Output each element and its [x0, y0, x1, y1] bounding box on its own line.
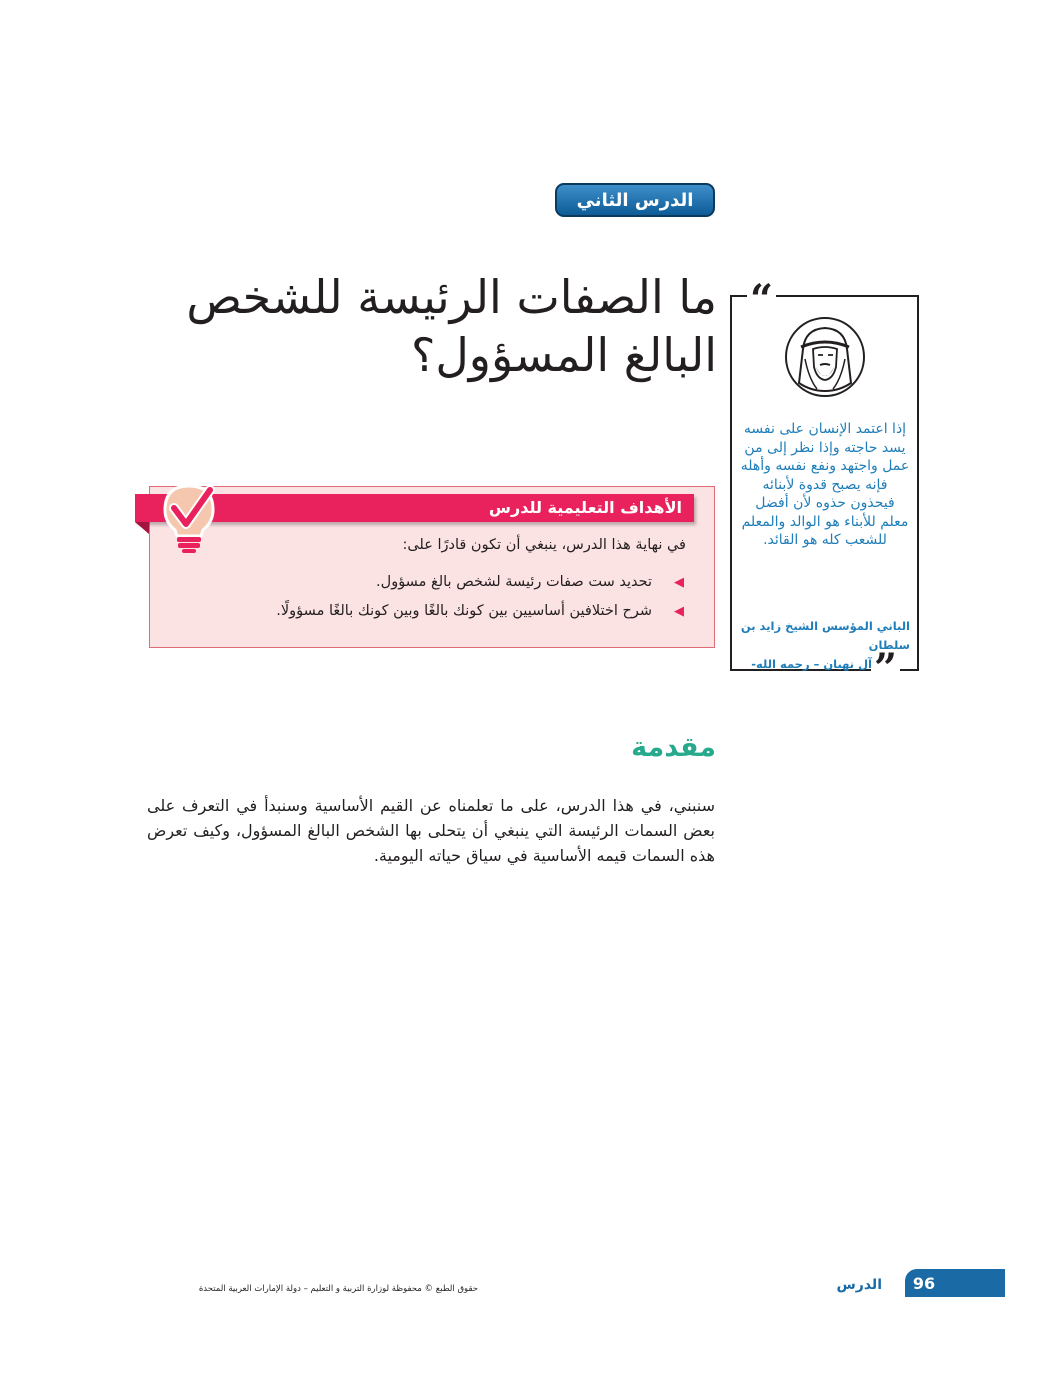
objectives-intro: في نهاية هذا الدرس، ينبغي أن تكون قادرًا على:	[402, 537, 686, 553]
objective-text: شرح اختلافين أساسيين بين كونك بالغًا وبين كونك بالغًا مسؤولًا.	[276, 603, 652, 619]
introduction-text: سنبني، في هذا الدرس، على ما تعلمناه عن القيم الأساسية وسنبدأ في التعرف على بعض السمات الرئيسة التي ينبغي أن يتحلى بها الشخص البالغ المسؤول، وكيف تعرض هذه السمات قيمه الأساسية في سياق حياته اليومية.	[147, 796, 715, 865]
portrait-icon	[787, 319, 863, 395]
list-item	[166, 568, 686, 597]
quote-author-line-2: آل نهيان – رحمه الله-	[751, 657, 872, 671]
title-line-1: ما الصفات الرئيسة للشخص	[186, 270, 717, 324]
objectives-list	[166, 568, 686, 626]
objective-text: تحديد ست صفات رئيسة لشخص بالغ مسؤول.	[376, 574, 652, 590]
objectives-heading: الأهداف التعليمية للدرس	[135, 494, 694, 522]
bullet-arrow-icon: ◀	[674, 575, 684, 590]
banner-fold	[135, 522, 149, 534]
lesson-badge: الدرس الثاني	[555, 183, 715, 217]
portrait-avatar	[785, 317, 865, 397]
introduction-heading: مقدمة	[631, 732, 716, 763]
copyright-notice: حقوق الطبع © محفوظة لوزارة التربية و التعليم – دولة الإمارات العربية المتحدة	[198, 1284, 478, 1294]
lightbulb-check-icon	[160, 484, 218, 554]
quote-author	[736, 617, 910, 674]
page-title	[157, 268, 717, 384]
quote-author-line-1: الباني المؤسس الشيخ زايد بن سلطان	[740, 619, 910, 652]
close-quote-icon: ”	[871, 652, 900, 686]
title-line-2: البالغ المسؤول؟	[410, 328, 717, 382]
open-quote-icon: “	[747, 283, 776, 317]
bullet-arrow-icon: ◀	[674, 604, 684, 619]
footer-section-label: الدرس	[836, 1277, 882, 1293]
page-number: 96	[912, 1274, 936, 1293]
quote-text: إذا اعتمد الإنسان على نفسه يسد حاجته وإذا نظر إلى من عمل واجتهد ونفع نفسه وأهله فإنه يصبح قدوة لأبنائه فيحذون حذوه لأن أفضل معلم للأبناء هو الوالد والمعلم للشعب كله هو القائد.	[740, 421, 910, 548]
list-item	[166, 597, 686, 626]
